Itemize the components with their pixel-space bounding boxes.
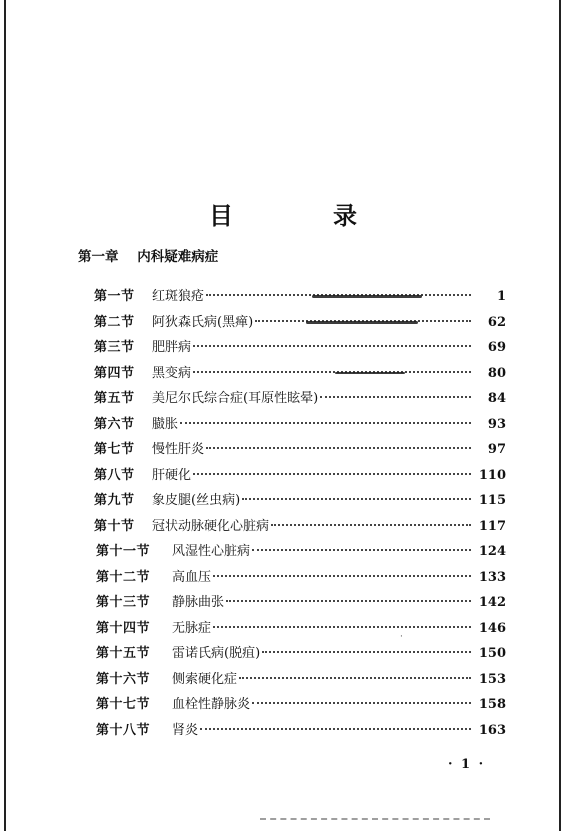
toc-entry-title: 肝硬化 xyxy=(152,467,192,483)
dot-leader xyxy=(193,371,471,373)
chapter-title: 内科疑难病症 xyxy=(137,249,219,265)
toc-entry-title: 臌胀 xyxy=(152,416,179,432)
dot-leader xyxy=(252,702,471,704)
toc-page-number: 62 xyxy=(487,314,506,330)
toc-section-number: 第六节 xyxy=(94,416,135,432)
toc-entry-line xyxy=(172,539,474,565)
toc-entry-title: 静脉曲张 xyxy=(172,595,225,610)
toc-entry[interactable] xyxy=(0,565,566,591)
toc-section-number: 第十五节 xyxy=(96,646,151,661)
toc-page-number: 84 xyxy=(487,391,506,406)
toc-entry-title: 血栓性静脉炎 xyxy=(172,697,251,712)
toc-entry-line xyxy=(152,514,474,540)
toc-entry-line xyxy=(172,590,474,616)
toc-entry-title: 阿狄森氏病(黑瘅) xyxy=(152,314,254,330)
toc-section-number: 第八节 xyxy=(94,467,135,483)
toc-page-number: 93 xyxy=(487,416,506,432)
toc-entry-title: 侧索硬化症 xyxy=(172,671,238,687)
toc-entry-title: 美尼尔氏综合症(耳原性眩晕) xyxy=(152,391,319,406)
chapter-heading xyxy=(78,248,218,266)
scan-smudge xyxy=(335,372,405,374)
dot-leader xyxy=(213,626,471,628)
toc-entry-title: 慢性肝炎 xyxy=(152,442,205,457)
toc-section-number: 第十一节 xyxy=(96,544,151,559)
toc-entry-line xyxy=(172,616,474,642)
toc-entry-title: 肥胖病 xyxy=(152,340,192,355)
toc-entry[interactable] xyxy=(0,488,566,514)
toc-section-number: 第十二节 xyxy=(96,569,151,585)
toc-entry[interactable] xyxy=(0,616,566,642)
toc-entry-line xyxy=(152,437,474,463)
toc-section-number: 第十六节 xyxy=(96,671,151,687)
toc-entry[interactable] xyxy=(0,361,566,387)
dot-leader xyxy=(242,498,471,500)
dot-leader xyxy=(200,728,471,730)
toc-page-number: 124 xyxy=(478,544,506,559)
toc-page-number: 97 xyxy=(487,442,506,457)
dot-leader xyxy=(239,677,471,679)
footer-page-number: · 1 · xyxy=(448,757,486,772)
dot-leader xyxy=(180,422,471,424)
toc-entry[interactable] xyxy=(0,284,566,310)
toc-page-number: 142 xyxy=(478,595,506,610)
toc-entry-line xyxy=(172,692,474,718)
toc-entry[interactable] xyxy=(0,539,566,565)
toc-entry-title: 风湿性心脏病 xyxy=(172,544,251,559)
chapter-number: 第一章 xyxy=(78,249,119,265)
toc-entry-line xyxy=(172,718,474,744)
toc-entry-title: 冠状动脉硬化心脏病 xyxy=(152,518,270,534)
dot-leader xyxy=(320,396,471,398)
toc-section-number: 第九节 xyxy=(94,493,135,508)
toc-entry-line xyxy=(172,667,474,693)
toc-page-number: 163 xyxy=(478,722,506,738)
toc-entry-title: 肾炎 xyxy=(172,722,199,738)
toc-entry[interactable] xyxy=(0,437,566,463)
scan-bleed-through xyxy=(260,812,490,820)
toc-section-number: 第四节 xyxy=(94,365,135,381)
toc-page-number: 110 xyxy=(478,467,506,483)
toc-entry-title: 象皮腿(丝虫病) xyxy=(152,493,241,508)
toc-entry[interactable] xyxy=(0,335,566,361)
toc-page-number: 80 xyxy=(487,365,506,381)
toc-entry-title: 红斑狼疮 xyxy=(152,289,205,304)
toc-entry[interactable] xyxy=(0,514,566,540)
toc-page-number: 150 xyxy=(478,646,506,661)
toc-page-number: 158 xyxy=(478,697,506,712)
dot-leader xyxy=(226,600,471,602)
dot-leader xyxy=(252,549,471,551)
toc-entry-line xyxy=(152,463,474,489)
toc-entry-line xyxy=(152,488,474,514)
toc-entry-line xyxy=(152,335,474,361)
toc-entry[interactable] xyxy=(0,667,566,693)
toc-entry-line xyxy=(172,565,474,591)
toc-entry-title: 无脉症 xyxy=(172,620,212,636)
dot-leader xyxy=(193,345,471,347)
toc-section-number: 第七节 xyxy=(94,442,135,457)
toc-page-number: 153 xyxy=(478,671,506,687)
toc-page-number: 133 xyxy=(478,569,506,585)
dot-leader xyxy=(262,651,471,653)
toc-entry-title: 黑变病 xyxy=(152,365,192,381)
toc-entry[interactable] xyxy=(0,692,566,718)
scan-smudge xyxy=(312,295,422,298)
toc-entry-line xyxy=(152,361,474,387)
scan-smudge xyxy=(306,321,418,324)
toc-section-number: 第五节 xyxy=(94,391,135,406)
toc-entry-title: 雷诺氏病(脱疽) xyxy=(172,646,261,661)
toc-entry-line xyxy=(152,412,474,438)
toc-page-number: 1 xyxy=(496,289,506,304)
toc-page-number: 115 xyxy=(478,493,506,508)
dot-leader xyxy=(213,575,471,577)
toc-section-number: 第三节 xyxy=(94,340,135,355)
dot-leader xyxy=(193,473,471,475)
toc-section-number: 第十四节 xyxy=(96,620,151,636)
toc-entry[interactable] xyxy=(0,310,566,336)
toc-entry-line xyxy=(172,641,474,667)
toc-entry-line xyxy=(152,386,474,412)
toc-entry[interactable] xyxy=(0,590,566,616)
toc-entry[interactable] xyxy=(0,718,566,744)
toc-page-number: 146 xyxy=(478,620,506,636)
toc-section-number: 第十八节 xyxy=(96,722,151,738)
toc-entry[interactable] xyxy=(0,412,566,438)
scan-speck: · xyxy=(400,632,403,642)
toc-section-number: 第一节 xyxy=(94,289,135,304)
page-title: 目 录 xyxy=(209,201,395,231)
toc-section-number: 第十节 xyxy=(94,518,135,534)
toc-entry[interactable] xyxy=(0,641,566,667)
toc-page-number: 117 xyxy=(478,518,506,534)
toc-entry[interactable] xyxy=(0,386,566,412)
dot-leader xyxy=(271,524,471,526)
toc-entry-title: 高血压 xyxy=(172,569,212,585)
toc-section-number: 第十三节 xyxy=(96,595,151,610)
dot-leader xyxy=(206,447,471,449)
toc-section-number: 第十七节 xyxy=(96,697,151,712)
toc-page-number: 69 xyxy=(487,340,506,355)
toc-entry[interactable] xyxy=(0,463,566,489)
toc-section-number: 第二节 xyxy=(94,314,135,330)
